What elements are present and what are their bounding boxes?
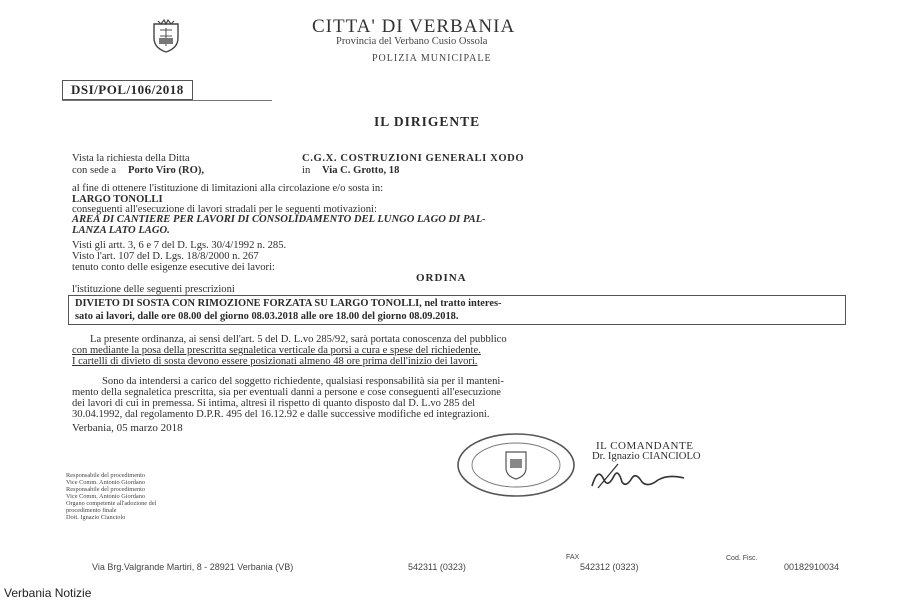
laws-line-2: Visto l'art. 107 del D. Lgs. 18/8/2000 n. 267 xyxy=(72,251,259,262)
prescription-line-1: DIVIETO DI SOSTA CON RIMOZIONE FORZATA SU LARGO TONOLLI, nel tratto interes- xyxy=(75,298,502,309)
city-crest-icon xyxy=(150,18,182,54)
responsible-line: Vice Comm. Antonio Giordano xyxy=(66,479,146,486)
footer-address: Via Brg.Valgrande Martiri, 8 - 28921 Verbania (VB) xyxy=(92,562,294,572)
responsible-line: Responsabile del procedimento xyxy=(66,472,146,479)
paragraph2-line-3: dei lavori di cui in premessa. Si intima, altresì il rispetto di quanto disposto dal D. L.vo 285 del xyxy=(72,398,476,409)
seat-label: con sede a xyxy=(72,165,117,176)
paragraph2-line-1: Sono da intendersi a carico del soggetto richiedente, qualsiasi responsabilità sia per il manteni- xyxy=(102,376,504,387)
laws-line-3: tenuto conto delle esigenze esecutive dei lavori: xyxy=(72,262,275,273)
signatory-role: IL COMANDANTE xyxy=(596,440,694,452)
prescription-line-2: sato ai lavori, dalle ore 08.00 del giorno 08.03.2018 alle ore 18.00 del giorno 08.09.2018. xyxy=(75,311,459,322)
ordina-heading: ORDINA xyxy=(416,272,467,284)
motivation-line-2: LANZA LATO LAGO. xyxy=(72,225,170,236)
footer-fax: 542312 (0323) xyxy=(580,562,639,572)
official-stamp-icon xyxy=(456,432,576,498)
request-label: Vista la richiesta della Ditta xyxy=(72,153,190,164)
responsible-line: Vice Comm. Antonio Giordano xyxy=(66,493,146,500)
footer-cf: 00182910034 xyxy=(784,562,840,572)
paragraph1-line-3: I cartelli di divieto di sosta devono essere posizionati almeno 48 ore prima dell'inizio dei lavori. xyxy=(72,356,478,367)
responsible-line: Dott. Ignazio Cianciolo xyxy=(66,514,126,521)
laws-line-1: Visti gli artt. 3, 6 e 7 del D. Lgs. 30/4/1992 n. 285. xyxy=(72,240,287,251)
protocol-underline xyxy=(62,100,272,101)
footer-phone: 542311 (0323) xyxy=(408,562,466,572)
paragraph2-line-4: 30.04.1992, dal regolamento D.P.R. 495 del 16.12.92 e dalle successive modifiche ed integrazioni. xyxy=(72,409,490,420)
paragraph1-line-2: con mediante la posa della prescritta segnaletica verticale da porsi a cura e spese del richiedente. xyxy=(72,345,481,356)
institution-text: l'istituzione delle seguenti prescrizioni xyxy=(72,284,235,295)
paragraph1-line-1: La presente ordinanza, ai sensi dell'art. 5 del D. L.vo 285/92, sarà portata conoscenza del pubblico xyxy=(90,334,507,345)
company-city: Porto Viro (RO), xyxy=(128,165,205,176)
paragraph2-line-2: mento della segnaletica prescritta, sia per eventuali danni a persone e cose conseguenti all'esecuzione xyxy=(72,387,502,398)
responsible-line: Responsabile del procedimento xyxy=(66,486,146,493)
footer-fax-label: FAX xyxy=(566,554,580,561)
purpose-text: al fine di ottenere l'istituzione di limitazioni alla circolazione e/o sosta in: xyxy=(72,183,384,194)
consequence-text: conseguenti all'esecuzione di lavori stradali per le seguenti motivazioni: xyxy=(72,204,377,215)
company-address: Via C. Grotto, 18 xyxy=(322,165,400,176)
prescription-box xyxy=(68,295,846,325)
city-name: CITTA' DI VERBANIA xyxy=(312,16,516,37)
province-name: Provincia del Verbano Cusio Ossola xyxy=(336,36,488,47)
location-text: LARGO TONOLLI xyxy=(72,194,163,205)
protocol-number: DSI/POL/106/2018 xyxy=(62,80,193,100)
source-watermark: Verbania Notizie xyxy=(4,586,92,600)
handwritten-signature xyxy=(588,458,698,496)
responsible-line: Organo competente all'adozione del xyxy=(66,500,157,507)
place-date: Verbania, 05 marzo 2018 xyxy=(72,422,183,434)
signatory-name: Dr. Ignazio CIANCIOLO xyxy=(592,451,701,462)
responsible-line: procedimento finale xyxy=(66,507,117,514)
document-title: IL DIRIGENTE xyxy=(374,114,481,129)
department-name: POLIZIA MUNICIPALE xyxy=(372,53,492,64)
address-label: in xyxy=(302,165,311,176)
motivation-line-1: AREA DI CANTIERE PER LAVORI DI CONSOLIDAMENTO DEL LUNGO LAGO DI PAL- xyxy=(72,214,486,225)
footer-cf-label: Cod. Fisc. xyxy=(726,555,758,562)
company-name: C.G.X. COSTRUZIONI GENERALI XODO xyxy=(302,153,525,164)
